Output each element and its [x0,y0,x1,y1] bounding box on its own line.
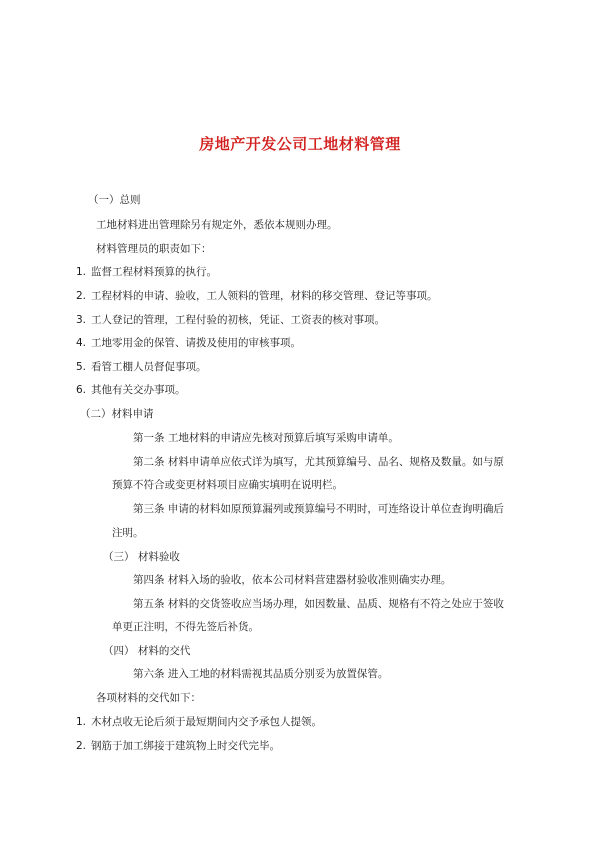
list-text: 其他有关交办事项。 [91,384,186,396]
article-2-line-1: 第二条 材料申请单应依式详为填写，尤其预算编号、品名、规格及数量。如与原 [133,456,504,468]
article-1: 第一条 工地材料的申请应先核对预算后填写采购申请单。 [133,432,399,444]
list-number: 1. [76,266,87,278]
article-6: 第六条 进入工地的材料需视其品质分别妥为放置保管。 [133,668,389,680]
list-text: 工人登记的管理，工程付验的初核，凭证、工资表的核对事项。 [91,314,385,326]
section-4-heading: （四） 材料的交代 [103,645,191,657]
list-text: 工程材料的申请、验收，工人领料的管理，材料的移交管理、登记等事项。 [91,290,438,302]
document-title: 房地产开发公司工地材料管理 [199,135,401,153]
duty-item-2 [76,289,438,303]
list-number: 5. [76,361,87,373]
article-2-line-2: 预算不符合或变更材料项目应确实填明在说明栏。 [112,479,343,491]
list-text: 监督工程材料预算的执行。 [91,266,217,278]
section-1-heading: （一）总则 [88,194,141,206]
list-number: 2. [76,740,87,752]
list-text: 木材点收无论后须于最短期间内交予承包人提领。 [91,716,322,728]
duty-item-6 [76,383,186,397]
handover-intro: 各项材料的交代如下： [96,692,201,704]
list-number: 1. [76,716,87,728]
article-5-line-2: 单更正注明，不得先签后补货。 [112,621,259,633]
article-5-line-1: 第五条 材料的交货签收应当场办理，如因数量、品质、规格有不符之处应于签收 [133,598,504,610]
handover-item-1 [76,715,322,729]
article-3-line-2: 注明。 [112,527,144,539]
section-3-heading: （三） 材料验收 [103,551,180,563]
section-2-heading: （二）材料申请 [80,408,154,420]
duty-item-3 [76,313,385,327]
duty-item-1 [76,265,217,279]
article-4: 第四条 材料入场的验收，依本公司材料营建器材验收准则确实办理。 [133,574,452,586]
list-number: 4. [76,337,87,349]
section-1-paragraph-2: 材料管理员的职责如下： [96,243,212,255]
article-3-line-1: 第三条 申请的材料如原预算漏列或预算编号不明时，可连络设计单位查询明确后 [133,503,504,515]
list-text: 工地零用金的保管、请拨及使用的审核事项。 [91,337,301,349]
list-text: 钢筋于加工绑接于建筑物上时交代完毕。 [91,740,280,752]
handover-item-2 [76,739,280,753]
list-number: 2. [76,290,87,302]
list-number: 6. [76,384,87,396]
list-text: 看管工棚人员督促事项。 [91,361,207,373]
section-1-paragraph-1: 工地材料进出管理除另有规定外，悉依本规则办理。 [96,219,338,231]
list-number: 3. [76,314,87,326]
duty-item-4 [76,336,301,350]
duty-item-5 [76,360,207,374]
